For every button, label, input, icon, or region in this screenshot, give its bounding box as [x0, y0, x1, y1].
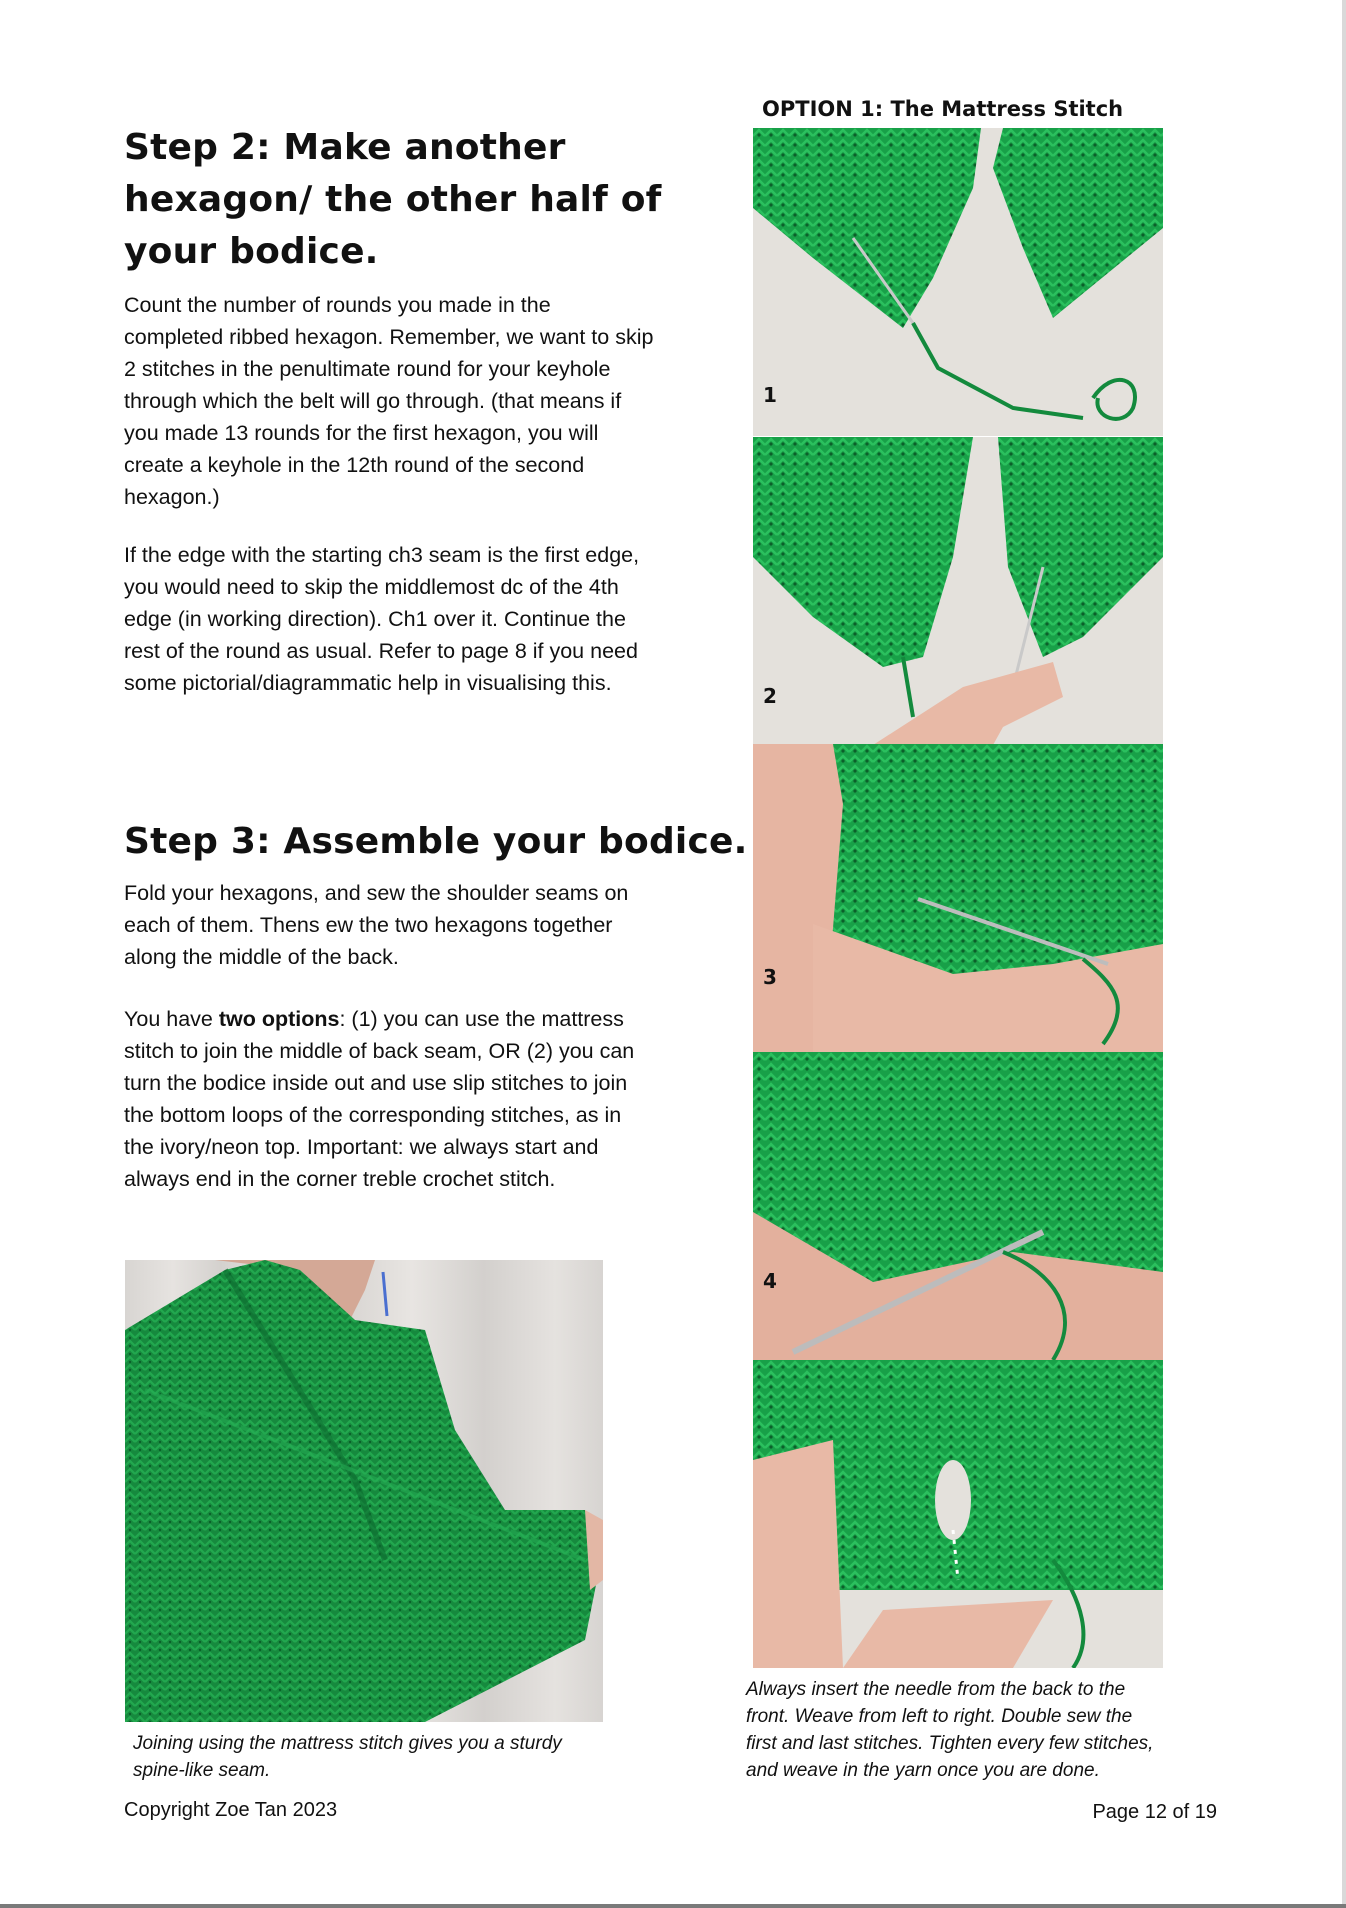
- mattress-stitch-step3-illustration: [753, 744, 1163, 1052]
- step-number: 4: [763, 1269, 777, 1293]
- step3-paragraph-2: You have two options: (1) you can use the mattress stitch to join the middle of back seam, OR (2) you can turn the bodice inside out and use slip stitches to join the bottom loops of the corresponding stitches, as in the ivory/neon top. Important: we always start and always end in the corner treble crochet stitch.: [124, 1007, 635, 1191]
- bodice-photo-caption: Joining using the mattress stitch gives you a sturdy spine-like seam.: [133, 1733, 562, 1781]
- step2-paragraph-2: If the edge with the starting ch3 seam is the first edge, you would need to skip the middlemost dc of the 4th edge (in working direction). Ch1 over it. Continue the rest of the round as usual. Refer to page 8 if you need some pictorial/diagrammatic help in visualising this.: [124, 543, 640, 695]
- mattress-stitch-finished-illustration: [753, 1360, 1163, 1668]
- mattress-stitch-caption: Always insert the needle from the back to the front. Weave from left to right. Double sew the first and last stitches. Tighten every few stitches, and weave in the yarn once you are done.: [746, 1679, 1154, 1781]
- step-photo-2: [753, 437, 1163, 745]
- step3-paragraph-1: Fold your hexagons, and sew the shoulder seams on each of them. Thens ew the two hexagons together along the middle of the back.: [124, 881, 629, 969]
- bodice-photo: [125, 1260, 603, 1722]
- step-number: 2: [763, 684, 777, 708]
- page-edge: [0, 1904, 1346, 1908]
- option1-title: OPTION 1: The Mattress Stitch: [762, 97, 1124, 121]
- step2-heading: Step 2: Make another hexagon/ the other half of your bodice.: [124, 127, 662, 272]
- step-photo-4: [753, 1052, 1163, 1360]
- step-photo-3: [753, 744, 1163, 1052]
- bodice-illustration: [125, 1260, 603, 1722]
- step-photo-5: [753, 1360, 1163, 1668]
- step-number: 1: [763, 383, 777, 407]
- page-number: Page 12 of 19: [1092, 1801, 1217, 1823]
- mattress-stitch-step4-illustration: [753, 1052, 1163, 1360]
- mattress-stitch-step2-illustration: [753, 437, 1163, 745]
- step2-paragraph-1: Count the number of rounds you made in the completed ribbed hexagon. Remember, we want to skip 2 stitches in the penultimate round for your keyhole through which the belt will go through. (that means if you made 13 rounds for the first hexagon, you will create a keyhole in the 12th round of the second hexagon.): [124, 293, 654, 509]
- step-photo-1: [753, 128, 1163, 436]
- emphasis-two-options: two options: [218, 1007, 340, 1031]
- mattress-stitch-step1-illustration: [753, 128, 1163, 436]
- copyright: Copyright Zoe Tan 2023: [124, 1799, 338, 1821]
- step3-heading: Step 3: Assemble your bodice.: [124, 821, 748, 862]
- step-number: 3: [763, 965, 777, 989]
- page-edge: [1342, 0, 1346, 1908]
